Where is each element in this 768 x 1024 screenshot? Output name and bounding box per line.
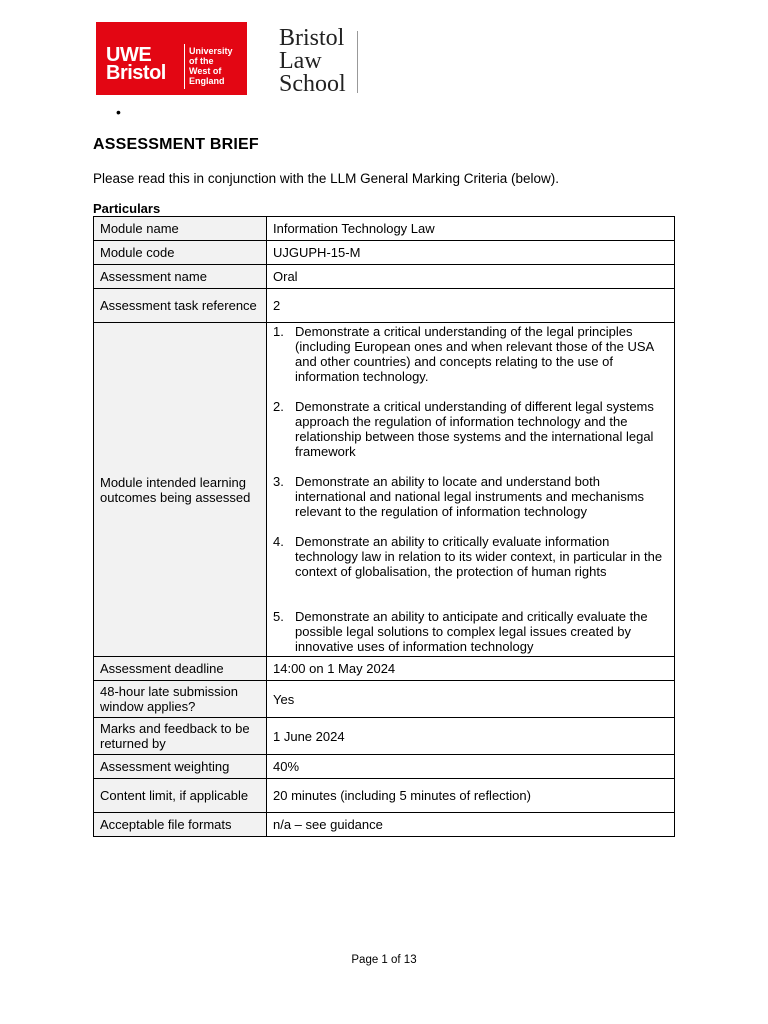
row-label: Acceptable file formats bbox=[94, 813, 267, 837]
row-value: 40% bbox=[267, 755, 675, 779]
row-label: 48-hour late submission window applies? bbox=[94, 681, 267, 718]
outcome-text: Demonstrate a critical understanding of the legal principles (including European ones and when relevant those of the USA and other countries) and concepts relating to the use of information technology. bbox=[295, 324, 654, 384]
table-row bbox=[94, 217, 675, 241]
outcome-number: 5. bbox=[273, 609, 284, 624]
table-row bbox=[94, 657, 675, 681]
law-logo-divider bbox=[357, 31, 358, 93]
row-label: Module intended learning outcomes being assessed bbox=[94, 323, 267, 657]
page-number: Page 1 of 13 bbox=[351, 954, 417, 966]
list-item bbox=[273, 609, 668, 654]
outcome-text: Demonstrate an ability to locate and understand both international and national legal instruments and mechanisms relevant to the regulation of information technology bbox=[295, 474, 645, 519]
uwe-logo-divider bbox=[184, 44, 185, 89]
outcome-number: 3. bbox=[273, 474, 284, 489]
intro-text: Please read this in conjunction with the LLM General Marking Criteria (below). bbox=[93, 171, 559, 186]
outcome-number: 1. bbox=[273, 324, 284, 339]
outcome-number: 4. bbox=[273, 534, 284, 549]
uwe-logo-subtitle: University of the West of England bbox=[189, 46, 233, 86]
row-label: Assessment deadline bbox=[94, 657, 267, 681]
outcome-text: Demonstrate an ability to anticipate and critically evaluate the possible legal solutions to complex legal issues created by innovative uses of information technology bbox=[295, 609, 648, 654]
row-value: Oral bbox=[267, 265, 675, 289]
list-item bbox=[273, 474, 668, 519]
list-item bbox=[273, 399, 668, 459]
bristol-law-school-logo: Bristol Law School bbox=[279, 25, 346, 97]
list-item bbox=[273, 534, 668, 579]
row-label: Assessment name bbox=[94, 265, 267, 289]
row-label: Module code bbox=[94, 241, 267, 265]
row-value: 14:00 on 1 May 2024 bbox=[267, 657, 675, 681]
row-value: 1 June 2024 bbox=[267, 718, 675, 755]
learning-outcomes-list bbox=[273, 324, 668, 654]
row-value: Yes bbox=[267, 681, 675, 718]
row-label: Module name bbox=[94, 217, 267, 241]
table-row bbox=[94, 779, 675, 813]
particulars-heading: Particulars bbox=[93, 201, 161, 216]
learning-outcomes-cell bbox=[267, 323, 675, 657]
row-label: Content limit, if applicable bbox=[94, 779, 267, 813]
row-value: 20 minutes (including 5 minutes of reflection) bbox=[267, 779, 675, 813]
table-row bbox=[94, 289, 675, 323]
page-title: ASSESSMENT BRIEF bbox=[93, 136, 259, 153]
uwe-logo-wordmark: UWE Bristol bbox=[106, 44, 166, 84]
list-item bbox=[273, 324, 668, 384]
table-row bbox=[94, 718, 675, 755]
table-row bbox=[94, 681, 675, 718]
row-value: UJGUPH-15-M bbox=[267, 241, 675, 265]
table-row bbox=[94, 241, 675, 265]
table-row bbox=[94, 813, 675, 837]
row-label: Assessment weighting bbox=[94, 755, 267, 779]
table-row bbox=[94, 265, 675, 289]
row-value: n/a – see guidance bbox=[267, 813, 675, 837]
row-label: Marks and feedback to be returned by bbox=[94, 718, 267, 755]
outcome-text: Demonstrate a critical understanding of different legal systems approach the regulation of information technology and the relationship between those systems and the international legal framework bbox=[295, 399, 654, 459]
table-row bbox=[94, 755, 675, 779]
row-label: Assessment task reference bbox=[94, 289, 267, 323]
uwe-bristol-logo bbox=[96, 22, 247, 95]
outcome-number: 2. bbox=[273, 399, 284, 414]
row-value: Information Technology Law bbox=[267, 217, 675, 241]
row-value: 2 bbox=[267, 289, 675, 323]
stray-bullet: • bbox=[116, 104, 121, 120]
particulars-table bbox=[93, 216, 675, 837]
table-row bbox=[94, 323, 675, 657]
outcome-text: Demonstrate an ability to critically evaluate information technology law in relation to its wider context, in particular in the context of globalisation, the protection of human rights bbox=[295, 534, 663, 579]
